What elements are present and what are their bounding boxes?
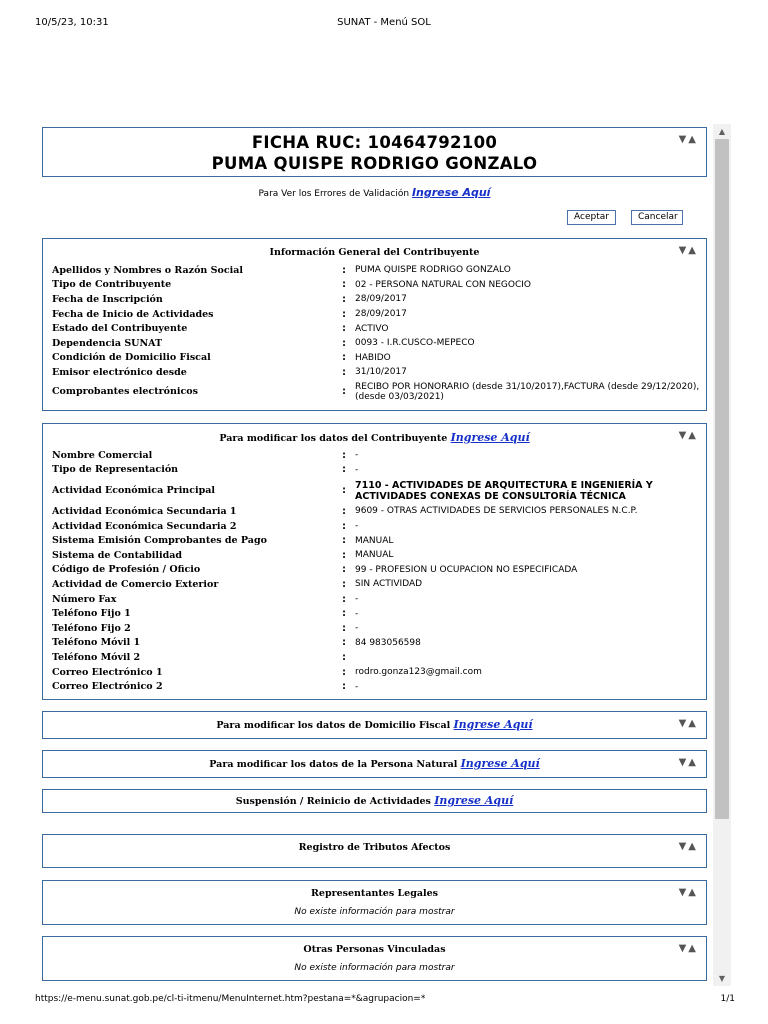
print-date: 10/5/23, 10:31 [35,17,109,28]
general-info-section [42,238,707,411]
field-label: Tipo de Contribuyente [52,279,172,291]
field-value [355,650,700,665]
legal-representatives-section [42,880,707,925]
table-row: Teléfono Móvil 2 : [52,650,700,665]
related-persons-title: Otras Personas Vinculadas [303,944,446,955]
taxes-title: Registro de Tributos Afectos [298,842,451,853]
field-value: - [355,521,359,532]
field-label: Nombre Comercial [52,449,153,461]
field-label: Actividad Económica Secundaria 1 [52,505,237,517]
validation-errors-line [42,186,707,199]
field-value: rodro.gonza123@gmail.com [355,667,482,678]
field-label: Teléfono Móvil 1 [52,637,141,649]
cancel-button[interactable]: Cancelar [631,210,683,225]
table-row: Condición de Domicilio Fiscal : HABIDO [52,351,700,366]
field-label: Actividad Económica Principal [52,485,216,497]
field-label: Sistema Emisión Comprobantes de Pago [52,535,267,547]
table-row: Sistema Emisión Comprobantes de Pago : MANUAL [52,533,700,548]
field-label: Actividad de Comercio Exterior [52,578,219,590]
field-label: Fecha de Inicio de Actividades [52,308,214,320]
page-count: 1/1 [720,994,735,1004]
collapse-expand-icon[interactable]: ▼▲ [678,943,698,954]
field-value: - [355,681,359,692]
collapse-expand-icon[interactable]: ▼▲ [678,245,698,256]
field-label: Actividad Económica Secundaria 2 [52,520,237,532]
field-value: MANUAL [355,535,394,546]
print-title: SUNAT - Menú SOL [337,17,431,28]
contributor-data-title: Para modificar los datos del Contribuyente Ingrese Aquí [219,431,530,444]
collapse-expand-icon[interactable]: ▼▲ [678,757,698,768]
suspension-link[interactable]: Ingrese Aquí [434,794,514,807]
contributor-data-link[interactable]: Ingrese Aquí [450,431,530,444]
field-value: - [355,594,359,605]
contributor-data-table [52,448,700,694]
collapse-expand-icon[interactable]: ▼▲ [678,887,698,898]
table-row: Código de Profesión / Oficio : 99 - PROFESION U OCUPACION NO ESPECIFICADA [52,563,700,578]
field-value: 99 - PROFESION U OCUPACION NO ESPECIFICADA [355,564,578,575]
empty-message: No existe información para mostrar [294,907,455,917]
field-value: - [355,623,359,634]
field-value: - [355,608,359,619]
field-value: 28/09/2017 [355,294,407,305]
scrollbar-thumb[interactable] [715,139,729,819]
field-value: - [355,464,359,475]
field-value: 28/09/2017 [355,309,407,320]
field-value: 84 983056598 [355,637,421,648]
suspension-section [42,789,707,813]
table-row: Teléfono Fijo 1 : - [52,606,700,621]
table-row: Comprobantes electrónicos : RECIBO POR HONORARIO (desde 31/10/2017),FACTURA (desde 29/12/2020), (desde 03/03/2021) [52,381,700,402]
field-value: - [355,450,359,461]
table-row: Correo Electrónico 1 : rodro.gonza123@gmail.com [52,665,700,680]
table-row: Dependencia SUNAT : 0093 - I.R.CUSCO-MEPECO [52,336,700,351]
fiscal-address-link[interactable]: Ingrese Aquí [453,718,533,731]
suspension-title: Suspensión / Reinicio de Actividades Ingrese Aquí [235,794,514,807]
collapse-expand-icon[interactable]: ▼▲ [678,718,698,729]
fiscal-address-section [42,711,707,739]
print-header [35,17,733,31]
field-value: 7110 - ACTIVIDADES DE ARQUITECTURA E INGENIERÍA Y ACTIVIDADES CONEXAS DE CONSULTORÍA TÉCNICA [355,479,653,502]
natural-person-link[interactable]: Ingrese Aquí [460,757,540,770]
table-row: Fecha de Inicio de Actividades : 28/09/2017 [52,307,700,322]
table-row: Teléfono Fijo 2 : - [52,621,700,636]
field-label: Fecha de Inscripción [52,293,163,305]
taxpayer-name-title: PUMA QUISPE RODRIGO GONZALO [211,154,538,173]
table-row: Actividad Económica Secundaria 1 : 9609 - OTRAS ACTIVIDADES DE SERVICIOS PERSONALES N.C.P. [52,504,700,519]
table-row: Teléfono Móvil 1 : 84 983056598 [52,636,700,651]
table-row: Tipo de Contribuyente : 02 - PERSONA NATURAL CON NEGOCIO [52,278,700,293]
field-label: Teléfono Móvil 2 [52,651,141,663]
page-url: https://e-menu.sunat.gob.pe/cl-ti-itmenu/MenuInternet.htm?pestana=*&agrupacion=* [35,994,426,1004]
field-label: Emisor electrónico desde [52,366,187,378]
field-value: HABIDO [355,352,391,363]
collapse-expand-icon[interactable]: ▼▲ [678,134,698,145]
field-value: SIN ACTIVIDAD [355,579,423,590]
field-label: Correo Electrónico 2 [52,681,163,693]
field-label: Comprobantes electrónicos [52,386,198,398]
ruc-header-box [42,127,707,177]
field-label: Correo Electrónico 1 [52,666,163,678]
field-label: Teléfono Fijo 2 [52,622,131,634]
field-label: Condición de Domicilio Fiscal [52,352,211,364]
accept-button[interactable]: Aceptar [567,210,616,225]
scroll-down-icon[interactable]: ▼ [718,974,726,983]
natural-person-title: Para modificar los datos de la Persona Natural Ingrese Aquí [209,757,540,770]
natural-person-section [42,750,707,778]
table-row: Apellidos y Nombres o Razón Social : PUMA QUISPE RODRIGO GONZALO [52,263,700,278]
table-row: Correo Electrónico 2 : - [52,679,700,694]
ruc-number-title: FICHA RUC: 10464792100 [251,133,498,152]
table-row: Fecha de Inscripción : 28/09/2017 [52,292,700,307]
general-info-table [52,263,700,404]
field-value: RECIBO POR HONORARIO (desde 31/10/2017),FACTURA (desde 29/12/2020), (desde 03/03/2021) [355,381,700,402]
field-label: Número Fax [52,593,117,605]
field-label: Apellidos y Nombres o Razón Social [52,264,243,276]
table-row: Actividad de Comercio Exterior : SIN ACTIVIDAD [52,577,700,592]
field-value: MANUAL [355,550,394,561]
collapse-expand-icon[interactable]: ▼▲ [678,841,698,852]
field-label: Teléfono Fijo 1 [52,608,131,620]
table-row: Número Fax : - [52,592,700,607]
table-row: Nombre Comercial : - [52,448,700,463]
field-label: Código de Profesión / Oficio [52,564,201,576]
validation-errors-link[interactable]: Ingrese Aquí [411,186,491,199]
fiscal-address-title: Para modificar los datos de Domicilio Fiscal Ingrese Aquí [216,718,533,731]
field-label: Sistema de Contabilidad [52,549,183,561]
legal-representatives-title: Representantes Legales [311,888,438,899]
collapse-expand-icon[interactable]: ▼▲ [678,430,698,441]
table-row: Estado del Contribuyente : ACTIVO [52,321,700,336]
field-value: 0093 - I.R.CUSCO-MEPECO [355,338,475,349]
related-persons-section [42,936,707,981]
field-value: ACTIVO [355,323,389,334]
general-info-title: Información General del Contribuyente [269,247,480,258]
field-label: Tipo de Representación [52,464,179,476]
validation-errors-text: Para Ver los Errores de Validación [258,189,410,199]
empty-message: No existe información para mostrar [294,963,455,973]
taxes-section [42,834,707,868]
print-footer [35,994,735,1008]
contributor-data-section [42,423,707,700]
table-row: Actividad Económica Principal : 7110 - ACTIVIDADES DE ARQUITECTURA E INGENIERÍA Y ACTIVIDADES CONEXAS DE CONSULTORÍA TÉCNICA [52,477,700,504]
field-value: PUMA QUISPE RODRIGO GONZALO [355,265,511,276]
vertical-scrollbar[interactable] [713,124,731,986]
field-value: 31/10/2017 [355,367,407,378]
scroll-up-icon[interactable]: ▲ [718,127,726,136]
field-label: Dependencia SUNAT [52,337,163,349]
field-value: 9609 - OTRAS ACTIVIDADES DE SERVICIOS PERSONALES N.C.P. [355,506,638,517]
table-row: Emisor electrónico desde : 31/10/2017 [52,365,700,380]
table-row: Actividad Económica Secundaria 2 : - [52,519,700,534]
field-value: 02 - PERSONA NATURAL CON NEGOCIO [355,279,531,290]
table-row: Sistema de Contabilidad : MANUAL [52,548,700,563]
field-label: Estado del Contribuyente [52,323,188,335]
table-row: Tipo de Representación : - [52,463,700,478]
